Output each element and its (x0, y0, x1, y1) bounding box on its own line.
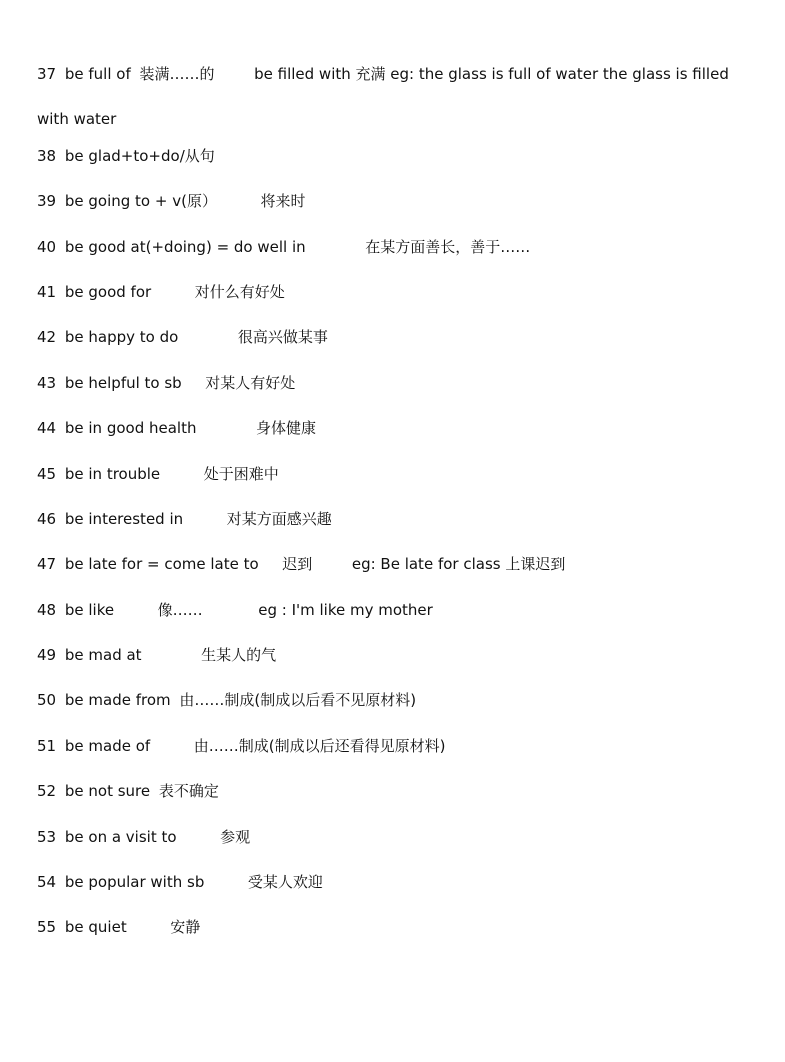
entry-term: be on a visit to (64, 827, 177, 846)
entry-term: be made of (64, 736, 151, 755)
list-item (37, 234, 757, 279)
entry-meaning: 对某方面感兴趣 (226, 509, 332, 528)
entry-number: 50 (37, 691, 57, 710)
list-item (37, 415, 757, 460)
list-item (37, 52, 757, 143)
entry-term: be glad+to+do/从句 (64, 146, 215, 165)
entry-number: 53 (37, 827, 57, 846)
entry-term: be popular with sb (64, 873, 205, 892)
entry-number: 45 (37, 464, 57, 483)
entry-term: be good at(+doing) = do well in (64, 237, 306, 256)
entry-number: 52 (37, 782, 57, 801)
entry-number: 54 (37, 873, 57, 892)
list-item (37, 824, 757, 869)
entry-term: be going to + v(原） (64, 192, 217, 211)
entry-extra: be filled with 充满 eg: the glass is full of water the glass is filled with water (37, 65, 729, 129)
list-item (37, 733, 757, 778)
entry-meaning: 参观 (220, 827, 251, 846)
list-item (37, 279, 757, 324)
entry-number: 41 (37, 282, 57, 301)
entry-meaning: 生某人的气 (201, 646, 277, 665)
entry-number: 44 (37, 419, 57, 438)
entry-number: 43 (37, 373, 57, 392)
entry-number: 38 (37, 146, 57, 165)
list-item (37, 642, 757, 687)
entry-extra: eg: Be late for class 上课迟到 (351, 555, 566, 574)
entry-number: 55 (37, 918, 57, 937)
entry-number: 49 (37, 646, 57, 665)
entry-term: be quiet (64, 918, 127, 937)
entry-number: 47 (37, 555, 57, 574)
entry-number: 39 (37, 192, 57, 211)
entry-term: be good for (64, 282, 152, 301)
list-item (37, 597, 757, 642)
entry-term: be full of (64, 65, 131, 83)
entry-meaning: 在某方面善长，善于…… (365, 237, 531, 256)
entry-number: 46 (37, 509, 57, 528)
entry-meaning: 表不确定 (158, 782, 219, 801)
list-item (37, 869, 757, 914)
entry-meaning: 像…… (157, 600, 203, 619)
list-item (37, 188, 757, 233)
entry-meaning: 身体健康 (256, 419, 317, 438)
entry-meaning: 迟到 (282, 555, 313, 574)
list-item (37, 778, 757, 823)
list-item (37, 687, 757, 732)
entry-meaning: 处于困难中 (203, 464, 279, 483)
entry-meaning: 由……制成(制成以后看不见原材料) (179, 691, 417, 710)
entry-extra: eg : I'm like my mother (258, 600, 433, 619)
list-item (37, 324, 757, 369)
list-item (37, 370, 757, 415)
entry-term: be interested in (64, 509, 184, 528)
entry-number: 40 (37, 237, 57, 256)
entry-term: be happy to do (64, 328, 179, 347)
entry-term: be made from (64, 691, 171, 710)
entry-meaning: 装满……的 (139, 65, 215, 83)
entry-number: 48 (37, 600, 57, 619)
phrase-list (37, 62, 757, 960)
entry-meaning: 对什么有好处 (194, 282, 285, 301)
list-item (37, 461, 757, 506)
entry-term: be in good health (64, 419, 197, 438)
entry-meaning: 由……制成(制成以后还看得见原材料) (193, 736, 446, 755)
entry-term: be late for = come late to (64, 555, 259, 574)
entry-term: be not sure (64, 782, 151, 801)
entry-term: be helpful to sb (64, 373, 182, 392)
entry-meaning: 安静 (170, 918, 201, 937)
list-item (37, 551, 757, 596)
entry-meaning: 对某人有好处 (205, 373, 296, 392)
entry-term: be like (64, 600, 115, 619)
entry-term: be in trouble (64, 464, 161, 483)
entry-meaning: 很高兴做某事 (237, 328, 328, 347)
entry-number: 42 (37, 328, 57, 347)
entry-meaning: 将来时 (260, 192, 306, 211)
entry-term: be mad at (64, 646, 142, 665)
list-item (37, 914, 757, 959)
list-item (37, 143, 757, 188)
entry-number: 51 (37, 736, 57, 755)
entry-number: 37 (37, 65, 57, 83)
list-item (37, 506, 757, 551)
entry-meaning: 受某人欢迎 (247, 873, 323, 892)
